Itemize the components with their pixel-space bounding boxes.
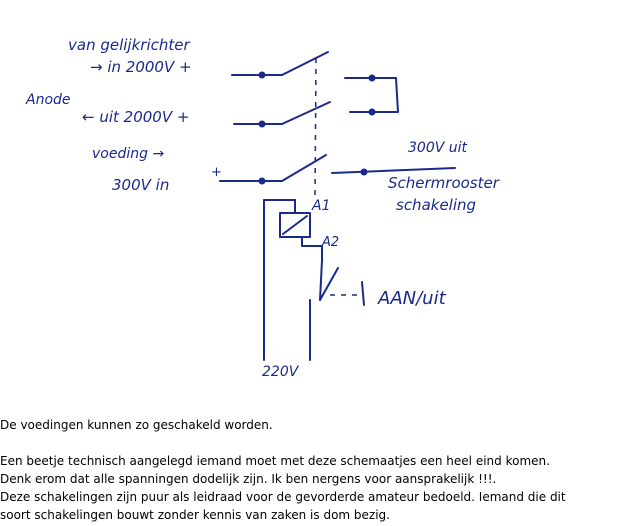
terminal-dot [361,169,368,176]
label-voeding: voeding → [92,146,165,162]
switch-blade [282,155,326,181]
note-line-4: Deze schakelingen zijn puur als leidraad voor de gevorderde amateur bedoeld. Iemand die dit [0,490,566,504]
switch-row-input-2000v [232,52,396,82]
note-line-5: soort schakelingen bouwt zonder kennis van zaken is dom bezig. [0,508,390,522]
label-in-2000v: → in 2000V + [90,58,192,76]
switch-blade [282,52,328,75]
terminal-dot [259,121,266,128]
note-line-2: Een beetje technisch aangelegd iemand moet met deze schemaatjes een heel eind komen. [0,454,550,468]
label-aan-uit: AAN/uit [378,288,446,309]
relay-coil [264,200,364,360]
label-in-300v: 300V in [112,176,170,194]
label-300v-uit: 300V uit [408,140,468,156]
label-uit-2000v: ← uit 2000V + [82,108,190,126]
terminal-dot [369,109,376,116]
label-anode: Anode [26,92,71,108]
label-schakeling: schakeling [396,196,477,214]
switch-row-anode-2000v [234,102,380,128]
label-a1: A1 [312,198,331,214]
power-switch-blade [320,268,338,300]
mechanical-link [315,58,316,200]
label-a2: A2 [322,235,340,250]
label-plus: + [211,165,222,180]
bridge-wire [360,78,398,112]
switch-blade [282,102,330,124]
label-220v: 220V [262,364,299,380]
label-van-gelijkrichter: van gelijkrichter [68,36,190,54]
terminal-dot [259,72,266,79]
note-line-3: Denk erom dat alle spanningen dodelijk zijn. Ik ben nergens voor aansprakelijk !!!. [0,472,497,486]
terminal-dot [369,75,376,82]
label-schermrooster: Schermrooster [388,174,499,192]
terminal-dot [259,178,266,185]
note-line-1: De voedingen kunnen zo geschakeld worden. [0,418,273,432]
notes-text [0,416,640,524]
